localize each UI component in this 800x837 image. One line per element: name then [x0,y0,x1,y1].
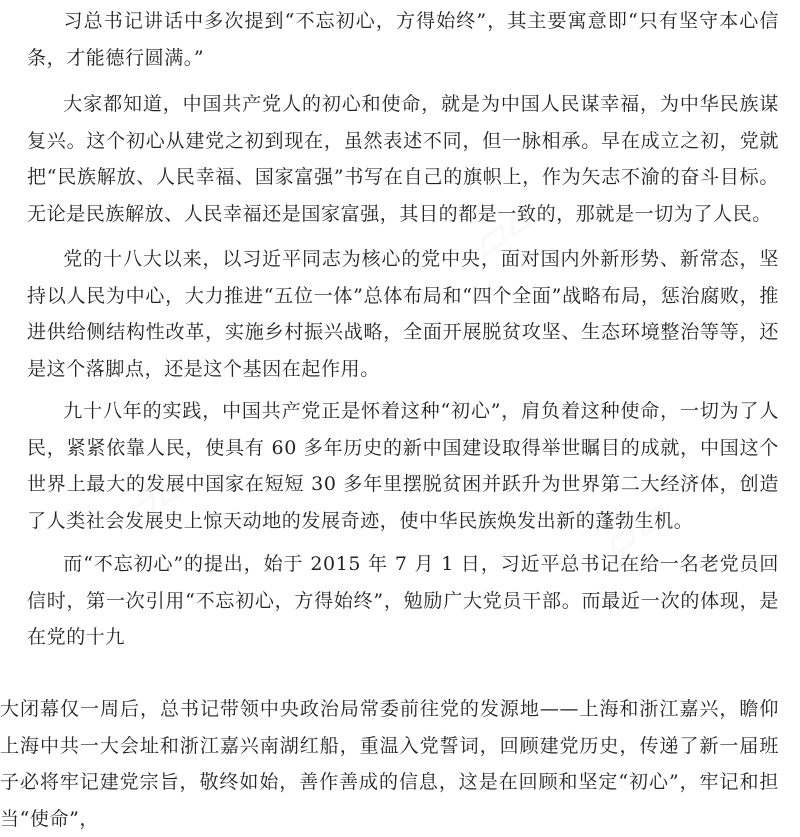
paragraph-2-text: 大家都知道，中国共产党人的初心和使命，就是为中国人民谋幸福，为中华民族谋复兴。这个初心从建党之初到现在，虽然表述不同，但一脉相承。早在成立之初，党就把“民族解放、人民幸福、国家富强”书写在自己的旗帜上，作为矢志不渝的奋斗目标。无论是民族解放、人民幸福还是国家富强，其目的都是一致的，那就是一切为了人民。 [27,93,779,225]
watermark-mark: ▱▱ [110,454,200,540]
paragraph-3-text: 党的十八大以来，以习近平同志为核心的党中央，面对国内外新形势、新常态，坚持以人民为中心，大力推进“五位一体”总体布局和“四个全面”战略布局，惩治腐败，推进供给侧结构性改革，实施乡村振兴战略，全面开展脱贫攻坚、生态环境整治等等，还是这个落脚点，还是这个基因在起作用。 [27,248,779,380]
paragraph-4-text: 九十八年的实践，中国共产党正是怀着这种“初心”，肩负着这种使命，一切为了人民，紧紧依靠人民，使具有 60 多年历史的新中国建设取得举世瞩目的成就，中国这个世界上最大的发展中国家在短短 30 多年里摆脱贫困并跃升为世界第二大经济体，创造了人类社会发展史上惊天动地的发展奇迹，使中华民族焕发出新的蓬勃生机。 [27,400,779,532]
paragraph-5-text: 而“不忘初心”的提出，始于 2015 年 7 月 1 日，习近平总书记在给一名老党员回信时，第一次引用“不忘初心，方得始终”，勉励广大党员干部。而最近一次的体现，是在党的十九 [27,553,779,648]
paragraph-1-text: 习总书记讲话中多次提到“不忘初心，方得始终”，其主要寓意即“只有坚守本心信条，才能德行圆满。” [27,10,779,69]
watermark-mark: ▱▱ [590,484,680,570]
paragraph-2 [27,86,779,232]
paragraph-6 [0,691,779,837]
paragraph-5 [27,546,779,656]
watermark-mark: ▱▱ [460,184,550,270]
paragraph-1 [27,3,779,76]
paragraph-3 [27,241,779,387]
paragraph-4 [27,393,779,539]
paragraph-6-text: 大闭幕仅一周后，总书记带领中央政治局常委前往党的发源地——上海和浙江嘉兴，瞻仰上海中共一大会址和浙江嘉兴南湖红船，重温入党誓词，回顾建党历史，传递了新一届班子必将牢记建党宗旨，敬终如始，善作善成的信息，这是在回顾和坚定“初心”，牢记和担当“使命”， [0,698,779,830]
